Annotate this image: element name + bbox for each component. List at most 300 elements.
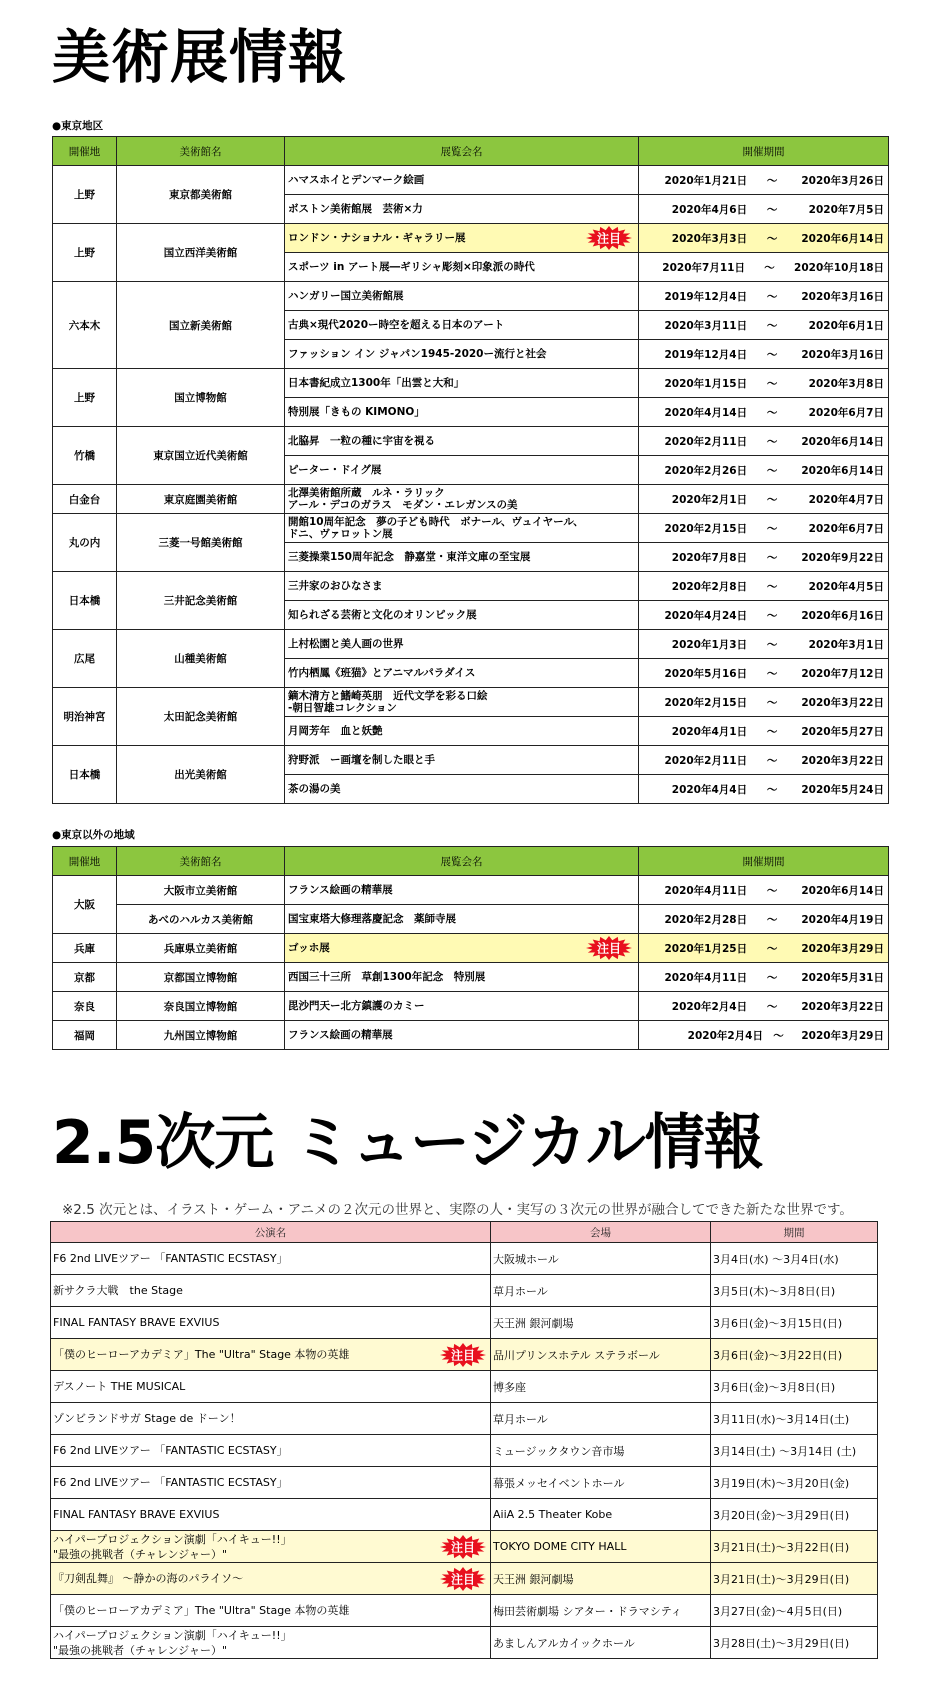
period-start: 2020年4月6日 [671,203,748,216]
performance-name-text [53,1379,490,1394]
exhibition-line: 鏑木清方と鰭崎英朋 近代文学を彩る口絵 [288,690,488,702]
period-range [643,463,884,478]
exhibition-name [285,340,639,369]
exhibition-line: 北脇昇 一粒の種に宇宙を視る [288,435,435,447]
period-tilde: 〜 [766,754,778,767]
performance-name [51,1531,491,1563]
exhibition-line: フランス絵画の精華展 [288,1029,393,1041]
period-end: 2020年3月1日 [808,638,884,651]
attention-badge [440,1535,486,1559]
period-tilde: 〜 [766,725,778,738]
period-range [643,753,884,768]
performance-line: F6 2nd LIVEツアー 「FANTASTIC ECSTASY」 [53,1252,288,1265]
exhibition-name [285,934,639,963]
exhibition-period [639,166,889,195]
exhibition-period [639,746,889,775]
attention-badge [586,936,632,960]
performance-name [51,1275,491,1307]
table-row [53,282,889,311]
museum-cell: 国立新美術館 [117,282,285,369]
performance-name-text [53,1475,490,1490]
table-row [53,485,889,514]
exhibition-period [639,195,889,224]
exhibition-name-text [288,174,638,186]
table-row [51,1627,878,1659]
period-start: 2020年4月14日 [664,406,748,419]
venue-cell: TOKYO DOME CITY HALL [491,1531,711,1563]
venue-cell: 天王洲 銀河劇場 [491,1307,711,1339]
table-header-row [53,847,889,876]
period-cell: 3月27日(金)～4月5日(日) [711,1595,878,1627]
burst-shape [586,936,632,960]
header-area: 開催地 [53,137,117,166]
period-end: 2020年3月16日 [801,348,884,361]
area-cell: 奈良 [53,992,117,1021]
table-row [51,1499,878,1531]
exhibition-name [285,630,639,659]
table-row [51,1339,878,1371]
exhibition-name-text [288,261,638,273]
period-tilde: 〜 [766,667,778,680]
header-exhibition: 展覧会名 [285,137,639,166]
period-tilde: 〜 [766,942,778,955]
exhibition-line: アール・デコのガラス モダン・エレガンスの美 [288,499,518,511]
period-end: 2020年3月29日 [801,942,884,955]
header-performance: 公演名 [51,1222,491,1243]
other-exhibition-table [52,846,889,1050]
performance-name [51,1307,491,1339]
period-range [643,608,884,623]
period-tilde: 〜 [766,377,778,390]
tokyo-exhibition-table [52,136,889,804]
period-tilde: 〜 [766,913,778,926]
table-row [51,1275,878,1307]
venue-cell: 梅田芸術劇場 シアター・ドラマシティ [491,1595,711,1627]
exhibition-name [285,717,639,746]
period-range [643,405,884,420]
museum-cell: 東京都美術館 [117,166,285,224]
table-row [53,224,889,253]
period-tilde: 〜 [764,261,775,274]
period-tilde: 〜 [766,348,778,361]
period-end: 2020年3月8日 [808,377,884,390]
period-range [643,260,884,275]
area-cell: 六本木 [53,282,117,369]
performance-line: ハイパープロジェクション演劇「ハイキュー!!」 [53,1532,292,1546]
area-cell: 日本橋 [53,746,117,804]
exhibition-line: 西国三十三所 草創1300年記念 特別展 [288,971,486,983]
exhibition-line: 三井家のおひなさま [288,580,383,592]
period-end: 2020年7月5日 [808,203,884,216]
exhibition-name [285,514,639,543]
exhibition-name-text [288,435,638,447]
period-range [643,637,884,652]
period-start: 2020年2月4日 [671,1000,748,1013]
exhibition-period [639,601,889,630]
venue-cell: 天王洲 銀河劇場 [491,1563,711,1595]
exhibition-line: 竹内栖鳳《班猫》とアニマルパラダイス [288,667,476,679]
performance-line: 新サクラ大戦 the Stage [53,1284,183,1297]
period-start: 2019年12月4日 [664,290,748,303]
period-range [643,521,884,536]
header-museum: 美術館名 [117,847,285,876]
museum-cell: 大阪市立美術館 [117,876,285,905]
period-tilde: 〜 [766,406,778,419]
period-start: 2020年1月21日 [664,174,748,187]
performance-name [51,1595,491,1627]
performance-line: F6 2nd LIVEツアー 「FANTASTIC ECSTASY」 [53,1476,288,1489]
exhibition-line: スポーツ in アート展―ギリシャ彫刻×印象派の時代 [288,261,535,273]
header-period: 開催期間 [639,137,889,166]
performance-name-text [53,1315,490,1330]
exhibition-period [639,311,889,340]
performance-line: F6 2nd LIVEツアー 「FANTASTIC ECSTASY」 [53,1444,288,1457]
area-cell: 福岡 [53,1021,117,1050]
exhibition-line: 月岡芳年 血と妖艶 [288,725,383,737]
museum-cell: 山種美術館 [117,630,285,688]
period-start: 2020年2月26日 [664,464,748,477]
exhibition-name [285,311,639,340]
art-section-title: 美術展情報 [52,23,348,91]
period-start: 2020年2月11日 [664,754,748,767]
exhibition-period [639,224,889,253]
museum-cell: 京都国立博物館 [117,963,285,992]
period-range [643,550,884,565]
performance-line: 「僕のヒーローアカデミア」The "Ultra" Stage 本物の英雄 [53,1604,350,1617]
exhibition-period [639,876,889,905]
exhibition-name [285,746,639,775]
period-start: 2020年1月25日 [664,942,748,955]
performance-line: ハイパープロジェクション演劇「ハイキュー!!」 [53,1628,292,1642]
museum-cell: 三井記念美術館 [117,572,285,630]
period-end: 2020年9月22日 [801,551,884,564]
exhibition-name-text [288,203,638,215]
exhibition-name [285,456,639,485]
exhibition-line: ゴッホ展 [288,942,330,954]
exhibition-period [639,427,889,456]
exhibition-name-text [288,667,638,679]
exhibition-period [639,717,889,746]
burst-shape [440,1343,486,1367]
period-range [643,434,884,449]
period-range [643,695,884,710]
performance-name-text [53,1603,490,1618]
exhibition-name [285,601,639,630]
exhibition-period [639,630,889,659]
table-row [53,166,889,195]
venue-cell: 草月ホール [491,1275,711,1307]
performance-name-text [53,1532,490,1562]
period-cell: 3月19日(木)～3月20日(金) [711,1467,878,1499]
exhibition-name [285,427,639,456]
period-start: 2020年3月3日 [671,232,748,245]
museum-cell: 兵庫県立美術館 [117,934,285,963]
exhibition-period [639,775,889,804]
musical-table [50,1221,878,1659]
period-end: 2020年7月12日 [801,667,884,680]
badge-text: 注目 [596,941,622,956]
header-exhibition: 展覧会名 [285,847,639,876]
table-row [53,905,889,934]
exhibition-line: フランス絵画の精華展 [288,884,393,896]
period-tilde: 〜 [766,971,778,984]
exhibition-period [639,369,889,398]
period-tilde: 〜 [766,522,778,535]
performance-name [51,1243,491,1275]
period-end: 2020年3月26日 [801,174,884,187]
period-tilde: 〜 [766,464,778,477]
exhibition-name-text [288,516,638,540]
period-tilde: 〜 [766,493,778,506]
period-end: 2020年10月18日 [794,261,884,274]
performance-name-text [53,1507,490,1522]
period-range [643,347,884,362]
exhibition-line: 国宝東塔大修理落慶記念 薬師寺展 [288,913,456,925]
museum-cell: 国立西洋美術館 [117,224,285,282]
exhibition-line: ドニ、ヴァロットン展 [288,528,393,540]
performance-line: "最強の挑戦者（チャレンジャー）" [53,1547,228,1561]
period-end: 2020年4月7日 [808,493,884,506]
exhibition-name-text [288,464,638,476]
period-start: 2020年1月15日 [664,377,748,390]
exhibition-name [285,876,639,905]
period-start: 2020年2月28日 [664,913,748,926]
museum-cell: 東京国立近代美術館 [117,427,285,485]
exhibition-name [285,282,639,311]
period-range [643,912,884,927]
exhibition-line: 古典×現代2020ー時空を超える日本のアート [288,319,505,331]
exhibition-period [639,485,889,514]
table-row [51,1467,878,1499]
exhibition-line: 特別展「きもの KIMONO」 [288,406,425,418]
table-row [53,514,889,543]
exhibition-period [639,659,889,688]
exhibition-period [639,253,889,282]
exhibition-name-text [288,580,638,592]
exhibition-name-text [288,783,638,795]
exhibition-period [639,934,889,963]
period-tilde: 〜 [766,1000,778,1013]
exhibition-line: 狩野派 ー画壇を制した眼と手 [288,754,435,766]
badge-text: 注目 [450,1572,476,1587]
musical-section-title: 2.5次元 ミュージカル情報 [52,1108,763,1178]
exhibition-name [285,992,639,1021]
period-end: 2020年6月1日 [808,319,884,332]
exhibition-line: 日本書紀成立1300年「出雲と大和」 [288,377,465,389]
period-end: 2020年4月19日 [801,913,884,926]
period-end: 2020年5月31日 [801,971,884,984]
period-cell: 3月6日(金)～3月22日(日) [711,1339,878,1371]
performance-line: FINAL FANTASY BRAVE EXVIUS [53,1508,220,1521]
performance-name [51,1563,491,1595]
venue-cell: 幕張メッセイベントホール [491,1467,711,1499]
performance-line: 「僕のヒーローアカデミア」The "Ultra" Stage 本物の英雄 [53,1348,350,1361]
exhibition-name-text [288,725,638,737]
period-range [643,1028,884,1043]
period-end: 2020年6月14日 [801,884,884,897]
period-tilde: 〜 [773,1029,784,1042]
period-end: 2020年3月16日 [801,290,884,303]
period-tilde: 〜 [766,290,778,303]
exhibition-line: -朝日智雄コレクション [288,702,397,714]
museum-cell: あべのハルカス美術館 [117,905,285,934]
exhibition-name-text [288,1029,638,1041]
period-end: 2020年6月14日 [801,464,884,477]
period-range [643,231,884,246]
performance-name-text [53,1251,490,1266]
period-tilde: 〜 [766,232,778,245]
performance-line: "最強の挑戦者（チャレンジャー）" [53,1643,228,1657]
period-start: 2020年2月15日 [664,522,748,535]
exhibition-period [639,963,889,992]
other-region-label: ●東京以外の地域 [52,829,135,841]
performance-name-text [53,1443,490,1458]
period-end: 2020年5月27日 [801,725,884,738]
period-end: 2020年3月22日 [801,754,884,767]
period-tilde: 〜 [766,884,778,897]
exhibition-name-text [288,638,638,650]
exhibition-line: 毘沙門天ー北方鎮護のカミー [288,1000,425,1012]
table-row [53,369,889,398]
attention-badge [586,226,632,250]
header-museum: 美術館名 [117,137,285,166]
period-end: 2020年3月29日 [801,1029,884,1042]
burst-shape [440,1567,486,1591]
period-end: 2020年4月5日 [808,580,884,593]
performance-name-text [53,1283,490,1298]
performance-line: FINAL FANTASY BRAVE EXVIUS [53,1316,220,1329]
period-start: 2020年4月24日 [664,609,748,622]
period-start: 2020年4月11日 [664,884,748,897]
period-start: 2020年4月4日 [671,783,748,796]
area-cell: 明治神宮 [53,688,117,746]
period-start: 2020年7月8日 [671,551,748,564]
table-row [53,630,889,659]
burst-shape [586,226,632,250]
table-row [53,688,889,717]
performance-name-text [53,1628,490,1658]
performance-name-text [53,1347,490,1362]
table-header-row [53,137,889,166]
table-row [51,1531,878,1563]
burst-shape [440,1535,486,1559]
badge-text: 注目 [596,231,622,246]
venue-cell: 博多座 [491,1371,711,1403]
exhibition-name [285,572,639,601]
period-start: 2020年2月1日 [671,493,748,506]
period-range [643,579,884,594]
exhibition-name [285,485,639,514]
exhibition-line: ロンドン・ナショナル・ギャラリー展 [288,232,466,244]
period-end: 2020年3月22日 [801,696,884,709]
table-row [51,1563,878,1595]
exhibition-name [285,775,639,804]
exhibition-line: ハマスホイとデンマーク絵画 [288,174,425,186]
exhibition-name-text [288,487,638,511]
period-range [643,289,884,304]
musical-note: ※2.5 次元とは、イラスト・ゲーム・アニメの２次元の世界と、実際の人・実写の３次元の世界が融合してできた新たな世界です。 [62,1202,853,1218]
period-range [643,202,884,217]
exhibition-line: 開館10周年記念 夢の子ども時代 ボナール、ヴュイヤール、 [288,516,584,528]
performance-name-text [53,1571,490,1586]
area-cell: 兵庫 [53,934,117,963]
period-range [643,941,884,956]
period-cell: 3月4日(水) ～3月4日(水) [711,1243,878,1275]
table-row [53,746,889,775]
period-end: 2020年6月7日 [808,522,884,535]
period-end: 2020年3月22日 [801,1000,884,1013]
venue-cell: AiiA 2.5 Theater Kobe [491,1499,711,1531]
area-cell: 京都 [53,963,117,992]
exhibition-line: 三菱操業150周年記念 静嘉堂・東洋文庫の至宝展 [288,551,531,563]
museum-cell: 出光美術館 [117,746,285,804]
performance-line: デスノート THE MUSICAL [53,1380,186,1393]
exhibition-name [285,963,639,992]
area-cell: 広尾 [53,630,117,688]
table-row [53,572,889,601]
exhibition-line: ファッション イン ジャパン1945-2020ー流行と社会 [288,348,547,360]
period-cell: 3月11日(水)～3月14日(土) [711,1403,878,1435]
table-row [53,1021,889,1050]
exhibition-name [285,543,639,572]
period-tilde: 〜 [766,580,778,593]
exhibition-name-text [288,377,638,389]
period-start: 2020年2月8日 [671,580,748,593]
period-range [643,376,884,391]
table-row [51,1403,878,1435]
table-row [53,876,889,905]
exhibition-period [639,1021,889,1050]
header-period: 期間 [711,1222,878,1243]
period-end: 2020年6月16日 [801,609,884,622]
area-cell: 白金台 [53,485,117,514]
performance-line: ゾンビランドサガ Stage de ドーン！ [53,1412,241,1425]
period-cell: 3月21日(土)～3月29日(日) [711,1563,878,1595]
period-tilde: 〜 [766,174,778,187]
exhibition-line: ピーター・ドイグ展 [288,464,382,476]
period-tilde: 〜 [766,696,778,709]
exhibition-period [639,456,889,485]
table-header-row [51,1222,878,1243]
area-cell: 竹橋 [53,427,117,485]
exhibition-period [639,572,889,601]
area-cell: 上野 [53,369,117,427]
exhibition-name-text [288,609,638,621]
exhibition-name [285,905,639,934]
exhibition-name-text [288,319,638,331]
period-start: 2020年2月11日 [664,435,748,448]
badge-text: 注目 [450,1540,476,1555]
period-start: 2020年4月1日 [671,725,748,738]
performance-name [51,1435,491,1467]
period-range [643,492,884,507]
period-start: 2020年1月3日 [671,638,748,651]
period-end: 2020年5月24日 [801,783,884,796]
exhibition-line: 茶の湯の美 [288,783,341,795]
period-cell: 3月21日(土)～3月22日(日) [711,1531,878,1563]
period-start: 2020年4月11日 [664,971,748,984]
header-venue: 会場 [491,1222,711,1243]
performance-name-text [53,1411,490,1426]
museum-cell: 三菱一号館美術館 [117,514,285,572]
exhibition-name [285,398,639,427]
header-area: 開催地 [53,847,117,876]
period-tilde: 〜 [766,319,778,332]
exhibition-name-text [288,971,638,983]
period-start: 2020年2月15日 [664,696,748,709]
table-row [53,934,889,963]
period-start: 2020年5月16日 [664,667,748,680]
